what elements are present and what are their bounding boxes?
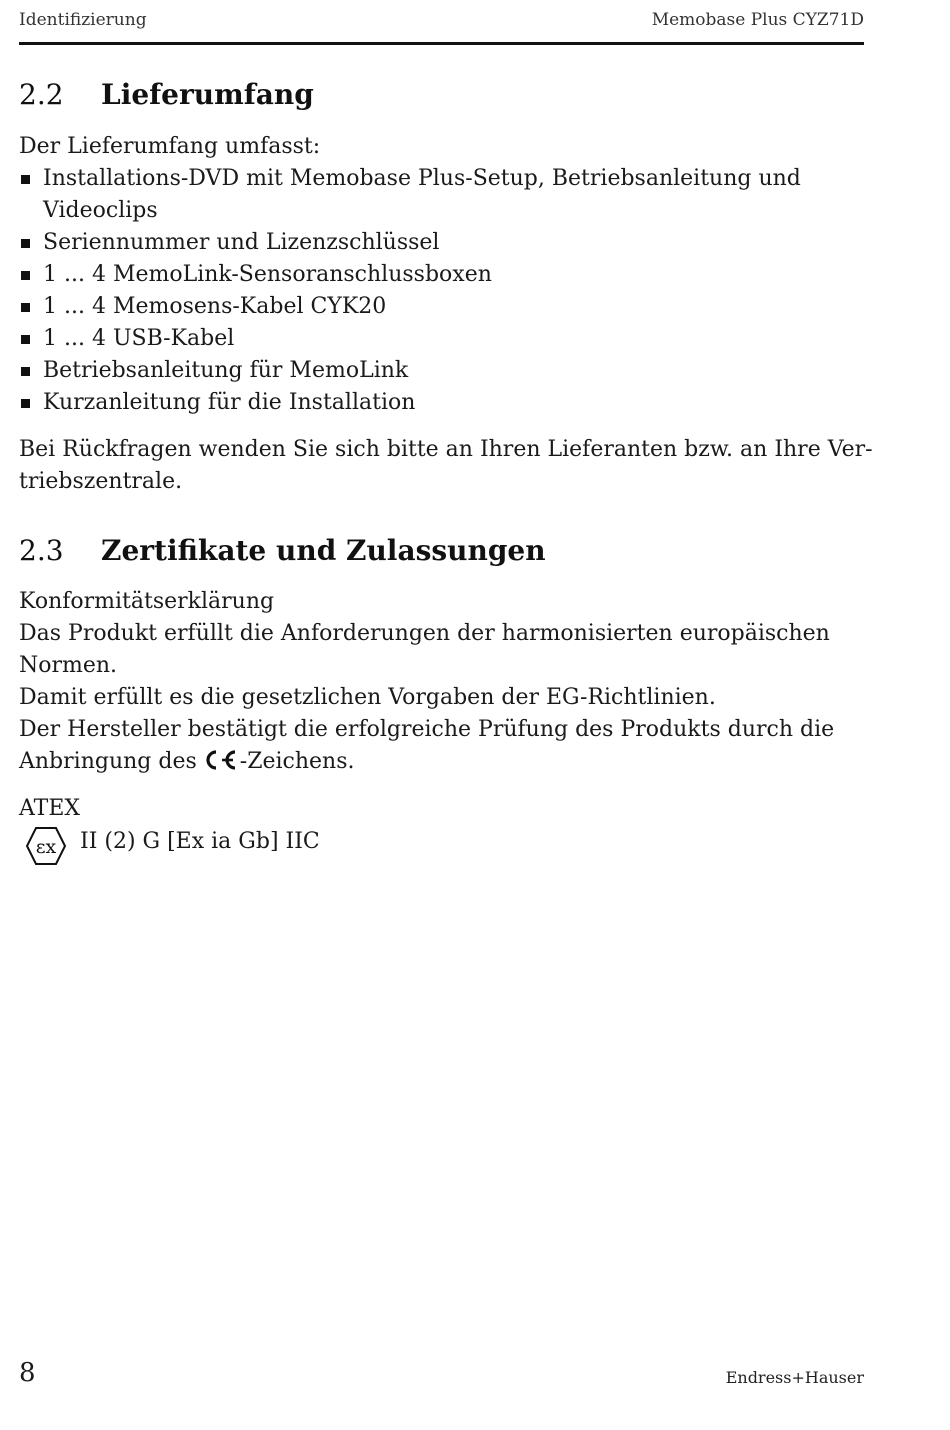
list-item-line: Installations-DVD mit Memobase Plus-Setup, Betriebsanleitung und [43,166,801,191]
list-item [19,291,801,323]
list-item-line: Betriebsanleitung für MemoLink [43,358,409,383]
section-number: 2.2 [19,78,64,111]
section-heading-2-2 [19,78,314,111]
bullet-icon [21,367,30,376]
list-item-line: 1 ... 4 MemoLink-Sensoranschlussboxen [43,262,492,287]
list-item [19,163,801,227]
bullet-icon [21,271,30,280]
list-item [19,387,801,419]
running-header [19,10,864,34]
conformity-text-fragment: Anbringung des [19,749,197,774]
conformity-text-line: Damit erfüllt es die gesetzlichen Vorgaben der EG-Richtlinien. [19,685,716,710]
svg-text:εx: εx [35,836,57,858]
contact-note-line: triebszentrale. [19,469,183,494]
document-page [19,0,873,1430]
list-item-line: 1 ... 4 USB-Kabel [43,326,235,351]
conformity-text-line [19,746,355,778]
conformity-text-line: Der Hersteller bestätigt die erfolgreiche Prüfung des Produkts durch die [19,717,835,742]
bullet-icon [21,303,30,312]
page-number: 8 [19,1358,36,1388]
bullet-icon [21,335,30,344]
conformity-heading: Konformitätserklärung [19,589,275,614]
bullet-icon [21,175,30,184]
list-item-line: 1 ... 4 Memosens-Kabel CYK20 [43,294,387,319]
conformity-text-line: Normen. [19,653,118,678]
header-product: Memobase Plus CYZ71D [651,10,864,30]
section-heading-2-3 [19,534,546,567]
contact-note-line: Bei Rückfragen wenden Sie sich bitte an Ihren Lieferanten bzw. an Ihre Ver- [19,437,873,462]
conformity-text-line: Das Produkt erfüllt die Anforderungen der harmonisierten europäischen [19,621,830,646]
bullet-icon [21,239,30,248]
bullet-icon [21,399,30,408]
section-number: 2.3 [19,534,64,567]
ce-mark-icon [200,749,238,771]
list-item-line: Videoclips [43,198,158,223]
ex-hexagon-icon [25,826,67,866]
list-item-line: Seriennummer und Lizenzschlüssel [43,230,440,255]
delivery-list [19,163,801,419]
list-item [19,355,801,387]
footer-brand: Endress+Hauser [725,1368,864,1387]
section-title: Lieferumfang [101,78,314,111]
intro-text: Der Lieferumfang umfasst: [19,134,321,159]
list-item-line: Kurzanleitung für die Installation [43,390,416,415]
conformity-text-fragment: -Zeichens. [239,749,355,774]
header-chapter: Identifizierung [19,10,147,30]
list-item [19,227,801,259]
list-item [19,259,801,291]
list-item [19,323,801,355]
header-rule [19,42,864,45]
atex-marking: II (2) G [Ex ia Gb] IIC [80,829,320,854]
atex-heading: ATEX [19,796,81,821]
section-title: Zertifikate und Zulassungen [101,534,546,567]
